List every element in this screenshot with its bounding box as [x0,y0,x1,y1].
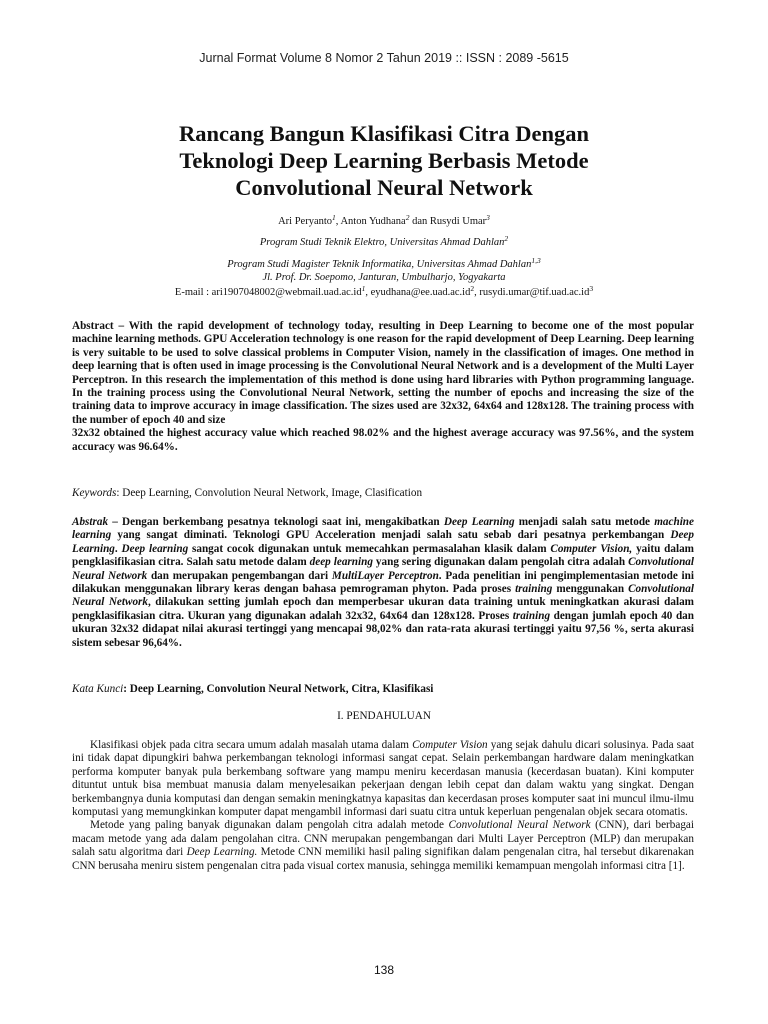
abstrak-italic: Convolutional Neural Network [72,556,694,582]
abstrak-italic: deep learning [309,556,373,569]
email-2-sup: 2 [470,284,475,293]
title-line-2: Teknologi Deep Learning Berbasis Metode [179,148,589,173]
abstrak-text: sangat cocok digunakan untuk memecahkan permasalahan klasik dalam [188,542,551,555]
email-3-sup: 3 [589,284,594,293]
abstrak-italic: Deep learning [121,542,189,555]
body-text: (CNN), dari berbagai macam metode yang ada dalam pengolahan citra. CNN merupakan pengembangan dari Multi Layer Perceptron (MLP) dan merupakan salah satu algoritma dari [72,819,694,859]
abstract-indonesian [72,516,694,650]
journal-header: Jurnal Format Volume 8 Nomor 2 Tahun 2019 :: ISSN : 2089 -5615 [199,51,569,65]
affiliation-2-sup: 1,3 [531,256,541,265]
affiliation-1 [0,234,768,248]
abstract-english [72,320,694,454]
body-text: yang sejak dahulu dicari solusinya. Pada saat ini tidak dapat dipungkiri bahwa perkembangan teknologi informasi sangat cepat. Selain perkembangan hardware dalam meningkatkan performa komputer banyak pula berkembang software yang mampu meniru kecerdasan manusia (kecerdasan buatan). Kini komputer dituntut untuk bisa membuat manusia dalam menyelesaikan pekerjaan dengan lebih cepat dan dalam waktu yang singkat. Dengan berkembangnya dunia komputasi dan dengan semakin meningkatnya kapasitas dan kecerdasan proses komputer saat ini muncul ilmu-ilmu komputasi yang memungkinkan komputer dapat mengambil informasi dari suatu citra untuk keperluan pengenalan objek secara otomatis. [72,739,694,819]
affiliation-2-text: Program Studi Magister Teknik Informatika, Universitas Ahmad Dahlan [227,259,532,270]
author-2-sup: 2 [405,213,410,222]
email-1-sup: 1 [361,284,366,293]
kata-kunci-text: : Deep Learning, Convolution Neural Network, Citra, Klasifikasi [123,683,434,695]
paragraph-2 [72,819,694,873]
author-1-sup: 1 [332,213,336,222]
affiliation-1-sup: 2 [504,234,509,243]
keywords [72,487,694,500]
section-heading: I. PENDAHULUAN [337,710,431,722]
keywords-label: Keywords [72,487,117,499]
paper-title [100,120,668,201]
abstrak-text: yang sering digunakan dalam pengolah citra adalah [372,556,629,569]
abstrak-text: – Dengan berkembang pesatnya teknologi saat ini, mengakibatkan [108,516,444,528]
abstrak-italic: training [515,583,553,596]
kata-kunci [72,683,694,696]
email-2: , eyudhana@ee.uad.ac.id [365,287,471,298]
body-text: Metode yang paling banyak digunakan dalam pengolah citra adalah metode [90,819,449,832]
abstrak-text: dengan jumlah epoch 40 dan ukuran 32x32 didapat nilai akurasi tertinggi yang mencapai 98,02% dan rata-rata akurasi tertinggi yaitu 97,56 %, serta akurasi sistem sebesar 96,64%. [72,609,694,649]
body-italic: Deep Learning. [186,846,258,859]
author-3-sup: 3 [486,213,490,222]
abstrak-italic: training [512,609,551,622]
body-italic: Convolutional Neural Network [448,819,591,832]
author-2: , Anton Yudhana [335,216,406,227]
affiliation-1-text: Program Studi Teknik Elektro, Universitas Ahmad Dahlan [259,237,505,248]
paragraph-1 [72,739,694,819]
author-list [0,213,768,227]
affiliation-address: Jl. Prof. Dr. Soepomo, Janturan, Umbulharjo, Yogyakarta [262,272,506,283]
abstrak-text: . Pada penelitian ini pengimplementasian metode ini dilakukan menggunakan library keras dengan bahasa pemrograman phyton. Pada proses [72,569,694,596]
abstrak-text: . [114,542,122,555]
abstrak-text: yaitu dalam pengklasifikasian citra. Salah satu metode dalam [72,542,694,569]
abstrak-text: dan merupakan pengembangan dari [147,569,332,582]
abstrak-italic: MultiLayer Perceptron [331,569,439,582]
body-italic: Computer Vision [412,739,488,751]
author-1: Ari Peryanto [278,216,333,227]
abstract-english-text-2: 32x32 obtained the highest accuracy value which reached 98.02% and the highest average accuracy was 97.56%, and the system accuracy was 96.64%. [72,427,694,453]
introduction-body [72,739,694,873]
abstrak-italic: Computer Vision, [550,542,633,555]
keywords-text: : Deep Learning, Convolution Neural Network, Image, Clasification [116,487,423,499]
title-line-1: Rancang Bangun Klasifikasi Citra Dengan [178,121,590,146]
abstrak-italic: machine learning [72,516,694,542]
kata-kunci-label: Kata Kunci [72,683,124,695]
abstrak-text: yang sangat diminati. Teknologi GPU Acceleration menjadi salah satu sebab dari pesatnya perkembangan [111,529,671,542]
abstrak-text: menggunakan [552,583,629,596]
email-3: , rusydi.umar@tif.uad.ac.id [474,287,590,298]
abstrak-text: menjadi salah satu metode [514,516,655,528]
email-line [0,284,768,298]
abstract-english-text: Abstract – With the rapid development of technology today, resulting in Deep Learning to become one of the most popular machine learning methods. GPU Acceleration technology is one reason for the rapid development of Deep Learning. Deep learning is very suitable to be used to solve classical problems in Computer Vision, namely in the classification of images. One method in deep learning that is often used in image processing is the Convolutional Neural Network and is a development of the Multi Layer Perceptron. In this research the implementation of this method is done using hard libraries with Python programming language. In the training process using the Convolutional Neural Network, setting the number of epochs and increasing the size of the training data to improve accuracy in image classification. The sizes used are 32x32, 64x64 and 128x128. The training process with the number of epoch 40 and size [72,320,694,426]
title-line-3: Convolutional Neural Network [235,175,533,200]
abstrak-italic: Deep Learning [443,516,515,528]
abstrak-text: , dilakukan setting jumlah epoch dan memperbesar ukuran data training untuk meningkatkan akurasi dalam pengklasifikasian citra. Ukuran yang digunakan adalah 32x32, 64x64 dan 128x128. Proses [72,596,694,622]
author-3: dan Rusydi Umar [409,216,487,227]
page-number: 138 [373,963,395,977]
email-1: E-mail : ari1907048002@webmail.uad.ac.id [174,287,362,298]
affiliation-2 [0,256,768,270]
body-text: Metode CNN memiliki hasil paling signifikan dalam pengenalan citra, hal tersebut dikarenakan CNN berusaha meniru sistem pengenalan citra pada visual cortex manusia, sehingga memiliki kemampuan mengolah informasi citra [1]. [72,846,694,872]
abstrak-italic: Deep Learning [72,529,694,555]
body-text: Klasifikasi objek pada citra secara umum adalah masalah utama dalam [90,739,413,751]
abstrak-label: Abstrak [72,516,109,528]
abstrak-italic: Convolutional Neural Network [72,583,694,609]
